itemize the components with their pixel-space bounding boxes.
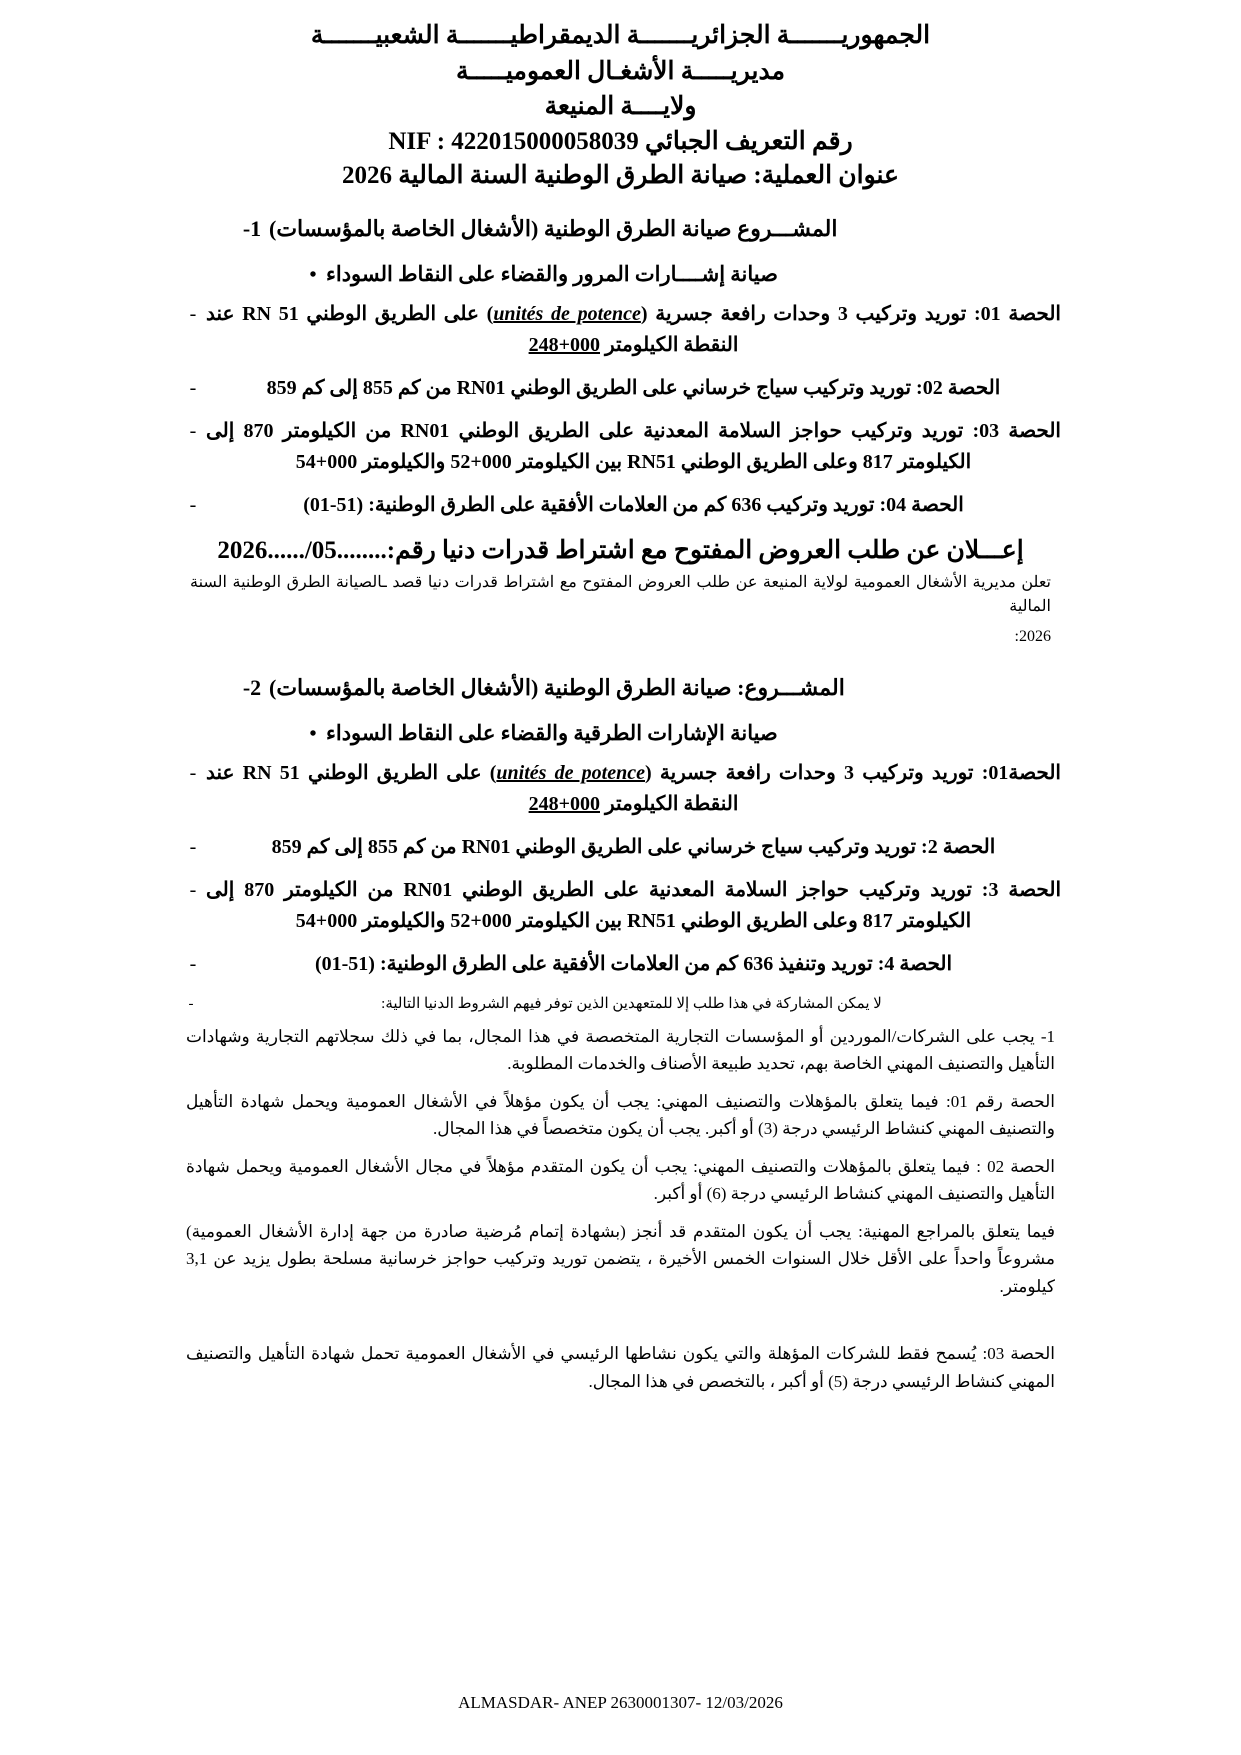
lot-mid: ) على الطريق الوطني [298,302,494,325]
project-2-marker: 2- [242,674,262,700]
dash-marker: - [189,835,197,858]
section-spacer [180,1300,1061,1330]
project-1-bullet-text: صيانة إشــــارات المرور والقضاء على النقاط السوداء [326,261,778,286]
bullet-dot-icon: • [309,263,317,286]
lot-row [180,416,1061,478]
announcement-paragraph-line-1: تعلن مديرية الأشغال العمومية لولاية المنيعة عن طلب العروض المفتوح مع اشتراط قدرات دنيا قصد ـالصيانة الطرق الوطنية السنة المالية [190,573,1051,615]
operation-title: عنوان العملية: صيانة الطرق الوطنية السنة المالية 2026 [342,161,899,189]
condition-item-1: 1- يجب على الشركات/الموردين أو المؤسسات التجارية المتخصصة في هذا المجال، بما في ذلك سجلاتهم التجارية وشهادات التأهيل والتصنيف المهني الخاصة بهم، تحديد طبيعة الأصناف والخدمات المطلوبة. [186,1026,1055,1074]
dash-marker: - [189,952,197,975]
lot-text [206,875,1061,937]
project-2-bullet [180,721,1061,746]
lot-pk: 248+000 [528,333,600,356]
lot-text [206,373,1061,404]
conditions-intro-text: لا يمكن المشاركة في هذا طلب إلا للمتعهدين الذين توفر فيهم الشروط الدنيا التالية: [381,995,882,1012]
lot-text: الحصة 4: توريد وتنفيذ 636 كم من العلامات الأفقية على الطرق الوطنية: (51-01) [314,952,953,975]
lot-post: عند النقطة الكيلومتر [206,761,739,815]
road-code: RN01 [400,419,450,442]
lot-row [180,758,1061,820]
road-code: RN01 [403,878,453,901]
project-1-bullet [180,262,1061,287]
lot-row [180,373,1061,404]
announcement-heading: إعـــلان عن طلب العروض المفتوح مع اشتراط قدرات دنيا رقم:........05/......2026 [217,536,1024,564]
lot-french-term: unités de potence [493,302,641,325]
lot-post: عند النقطة الكيلومتر [206,302,739,356]
road-code: RN01 [456,376,506,399]
dash-marker: - [189,761,197,784]
lot-pre: الحصة 01: توريد وتركيب 3 وحدات رافعة جسرية ( [640,302,1061,325]
lot-text [206,832,1061,863]
nif-line [180,126,1061,156]
project-1-title: المشـــروع صيانة الطرق الوطنية (الأشغال الخاصة بالمؤسسات) [269,215,838,241]
header-line-wilaya: ولايــــة المنيعة [544,93,697,120]
document-footer: ALMASDAR- ANEP 2630001307- 12/03/2026 [458,1693,783,1712]
document-header [180,18,1061,125]
nif-label: رقم التعريف الجبائي [645,127,853,155]
conditions-intro-row [180,994,1061,1013]
header-line-republic: الجمهوريـــــــة الجزائريـــــــة الديمقراطيـــــــة الشعبيـــــــة [310,22,931,49]
lot-post: من كم 855 إلى كم 859 [271,835,462,858]
dash-marker: - [189,878,197,901]
project-2-heading [180,675,1061,701]
lot-post: بين الكيلومتر 000+52 والكيلومتر 000+54 [295,450,628,473]
bullet-dot-icon: • [309,722,317,745]
lot-row [180,299,1061,361]
road-code: RN01 [461,835,511,858]
lot-pre: الحصة 2: توريد وتركيب سياج خرساني على الطريق الوطني [510,835,996,858]
lot-pre: الحصة 3: توريد وتركيب حواجز السلامة المعدنية على الطريق الوطني [452,878,1061,901]
road-code-2: RN51 [627,909,676,932]
dash-marker: - [189,419,197,442]
project-2-title: المشـــروع: صيانة الطرق الوطنية (الأشغال الخاصة بالمؤسسات) [269,674,845,700]
lot-text [206,299,1061,361]
lot-pk: 248+000 [528,792,600,815]
lot-mid: ) على الطريق الوطني [299,761,497,784]
condition-lot-02: الحصة 02 : فيما يتعلق بالمؤهلات والتصنيف المهني: يجب أن يكون المتقدم مؤهلاً في مجال الأشغال العمومية ويحمل شهادة التأهيل والتصنيف المهني كنشاط الرئيسي درجة (6) أو أكبر. [186,1156,1055,1204]
road-code: RN 51 [242,302,299,325]
lot-mid: من الكيلومتر 870 إلى الكيلومتر 817 وعلى الطريق الوطني [206,419,972,473]
nif-value: NIF : 422015000058039 [388,127,639,155]
road-code: RN 51 [242,761,300,784]
road-code-2: RN51 [627,450,676,473]
lot-post: من كم 855 إلى كم 859 [266,376,457,399]
project-2-bullet-text: صيانة الإشارات الطرقية والقضاء على النقاط السوداء [326,720,778,745]
condition-lot-01: الحصة رقم 01: فيما يتعلق بالمؤهلات والتصنيف المهني: يجب أن يكون مؤهلاً في الأشغال العمومية ويحمل شهادة التأهيل والتصنيف المهني كنشاط الرئيسي درجة (3) أو أكبر. يجب أن يكون متخصصاً في هذا المجال. [186,1091,1055,1139]
lot-text [206,758,1061,820]
lot-row [180,832,1061,863]
project-1-heading [180,216,1061,242]
lot-text: الحصة 04: توريد وتركيب 636 كم من العلامات الأفقية على الطرق الوطنية: (51-01) [303,493,964,516]
condition-professional-references: فيما يتعلق بالمراجع المهنية: يجب أن يكون المتقدم قد أنجز (بشهادة إتمام مُرضية صادرة من جهة إدارة الأشغال العمومية) مشروعاً واحداً على الأقل خلال السنوات الخمس الأخيرة ، يتضمن توريد وتركيب حواجز خرسانية مسلحة بطول يزيد عن 3,1 كيلومتر. [186,1221,1055,1296]
lot-row [180,875,1061,937]
lot-row [180,490,1061,521]
lot-row [180,949,1061,980]
lot-pre: الحصة01: توريد وتركيب 3 وحدات رافعة جسرية ( [645,761,1061,784]
lot-text [206,416,1061,478]
announcement-paragraph-line-2: 2026: [1014,627,1051,645]
dash-marker: - [189,493,197,516]
project-1-marker: 1- [242,215,262,241]
dash-marker: - [188,995,194,1012]
lot-pre: الحصة 03: توريد وتركيب حواجز السلامة المعدنية على الطريق الوطني [449,419,1061,442]
lot-pre: الحصة 02: توريد وتركيب سياج خرساني على الطريق الوطني [505,376,1001,399]
header-line-directorate: مديريـــــة الأشغـال العموميـــــة [455,57,786,85]
lot-post: بين الكيلومتر 000+52 والكيلومتر 000+54 [295,909,628,932]
condition-lot-03: الحصة 03: يُسمح فقط للشركات المؤهلة والتي يكون نشاطها الرئيسي في الأشغال العمومية تحمل شهادة التأهيل والتصنيف المهني كنشاط الرئيسي درجة (5) أو أكبر ، بالتخصص في هذا المجال. [186,1344,1056,1391]
dash-marker: - [189,376,197,399]
lot-french-term: unités de potence [496,761,645,784]
dash-marker: - [189,302,197,325]
lot-mid: من الكيلومتر 870 إلى الكيلومتر 817 وعلى الطريق الوطني [206,878,972,932]
